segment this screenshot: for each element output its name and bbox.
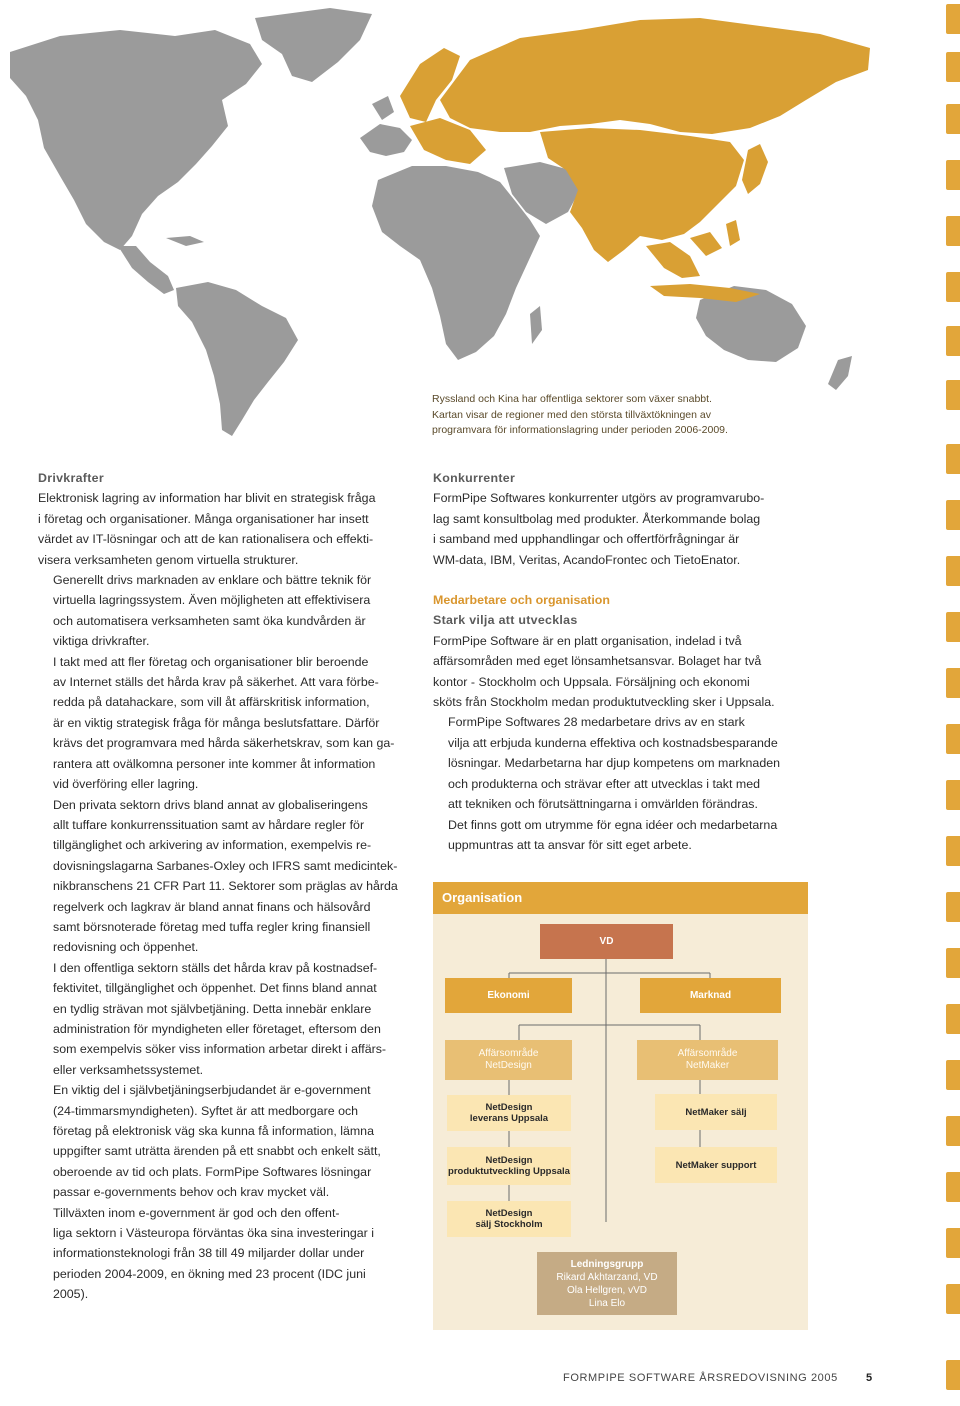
org-box-label: sälj Stockholm [475,1219,543,1230]
competitors-text [433,488,793,570]
org-box-area-netdesign [445,1040,572,1080]
edge-tab [946,326,960,356]
text-line: lösningar. Medarbetarna har djup kompetens om marknaden [448,756,780,771]
text-line: Elektronisk lagring av information har blivit en strategisk fråga [38,491,376,506]
edge-tab [946,724,960,754]
body-paragraph [38,795,398,958]
edge-tabs [946,0,960,1406]
text-line: värdet av IT-lösningar och att de kan rationalisera och effekti- [38,532,374,547]
text-line: krävs det programvara med hårda säkerhetskrav, som kan ga- [53,736,395,751]
org-box-netmaker-support [655,1147,777,1183]
text-line: FormPipe Softwares 28 medarbetare drivs av en stark [448,715,745,730]
section-heading-drivkrafter: Drivkrafter [38,471,104,485]
section-heading-medarbetare: Medarbetare och organisation [433,593,610,608]
body-paragraph [38,958,392,1080]
text-line: WM-data, IBM, Veritas, AcandoFrontec och TietoEnator. [433,552,741,567]
section-subheading: Stark vilja att utvecklas [433,613,578,628]
org-box-netdesign-produktutveckling [447,1147,571,1185]
edge-tab [946,444,960,474]
page-number: 5 [866,1372,873,1384]
edge-tab [946,948,960,978]
text-line: av Internet ställs det hårda krav på säkerhet. Att vara förbe- [53,675,379,690]
org-box-marknad [640,978,781,1013]
body-paragraph [38,1203,392,1305]
south-america-shape [176,282,298,436]
text-line: I den offentliga sektorn ställs det hårda krav på kostnadsef- [53,960,378,975]
text-line: allt tuffare konkurrenssituation samt av hårdare regler för [53,817,365,832]
text-line: uppmuntras att ta ansvar för sitt eget arbete. [448,837,692,852]
text-line: en tydlig strävan mot självbetjäning. Detta innebär enklare [53,1001,372,1016]
edge-tab [946,380,960,410]
text-line: sköts från Stockholm medan produktutveckling sker i Uppsala. [433,695,775,710]
text-line: affärsområden med eget lönsamhetsansvar. Bolaget har två [433,654,762,669]
greenland-shape [255,8,372,82]
org-box-label: VD [599,936,614,947]
caption-line: programvara för informationslagring under perioden 2006-2009. [432,424,728,436]
org-box-netmaker-salj [655,1094,777,1130]
text-line: som exempelvis söker viss information arbetar direkt i affärs- [53,1042,387,1057]
edge-tab [946,1360,960,1390]
text-line: i samband med upphandlingar och offertförfrågningar är [433,532,740,547]
text-line: lag samt konsultbolag med produkter. Återkommande bolag [433,511,761,526]
text-line: administration för myndigheten eller företaget, eftersom den [53,1021,381,1036]
org-box-label: NetMaker sälj [685,1106,747,1118]
text-line: tillgänglighet och arkivering av information, exempelvis re- [53,838,372,853]
org-box-label: NetDesign [485,1155,533,1166]
north-america-shape [10,30,262,250]
org-box-area-netmaker [637,1040,778,1080]
text-line: regelverk och lagkrav är bland annat finans och hälsovård [53,899,371,914]
text-line: vilja att erbjuda kunderna effektiva och kostnadsbesparande [448,735,778,750]
edge-tab [946,1116,960,1146]
text-line: att tekniken och förutsättningarna i omvärlden förändras. [448,797,758,812]
text-line: (24-timmarsmyndigheten). Syftet är att medborgare och [53,1103,359,1118]
central-america-shape [118,246,174,294]
org-box-label: NetDesign [485,1060,532,1071]
org-box-vd [540,924,673,959]
text-line: FormPipe Software är en platt organisation, indelad i två [433,633,742,648]
org-box-label: Affärsområde [478,1048,539,1059]
text-line: eller verksamhetssystemet. [53,1062,204,1077]
edge-tab [946,892,960,922]
text-line: Tillväxten inom e-government är god och den offent- [53,1205,340,1220]
japan-shape [742,144,768,194]
edge-tab [946,1004,960,1034]
text-line: i företag och organisationer. Många organisationer har insett [38,511,369,526]
text-line: rantera att ovälkomna personer inte kommer åt information [53,756,376,771]
text-line: liga sektorn i Västeuropa förväntas öka sina investeringar i [53,1226,374,1241]
edge-tab [946,4,960,34]
text-line: samt börsnoterade företag med tuffa regler kring finansiell [53,919,371,934]
edge-tab [946,668,960,698]
org-box-label: NetMaker [685,1060,730,1071]
section-heading-konkurrenter: Konkurrenter [433,471,516,485]
text-line: Generellt drivs marknaden av enklare och bättre teknik för [53,573,372,588]
footer-title: FORMPIPE SOFTWARE ÅRSREDOVISNING 2005 [563,1372,838,1384]
text-line: virtuella lagringssystem. Även möjligheten att effektivisera [53,593,371,608]
edge-tab [946,216,960,246]
text-line: 2005). [53,1287,89,1302]
body-paragraph [38,488,392,570]
text-line: och automatisera verksamheten samt öka kundvården är [53,613,366,628]
edge-tab [946,52,960,82]
text-line: kontor - Stockholm och Uppsala. Försäljning och ekonomi [433,674,750,689]
org-box-label: Lina Elo [588,1297,626,1309]
edge-tab [946,1060,960,1090]
org-box-label: Rikard Akhtarzand, VD [556,1271,658,1283]
text-line: Det finns gott om utrymme för egna idéer och medarbetarna [448,817,778,832]
text-line: dovisningslagarna Sarbanes-Oxley och IFRS samt medicintek- [53,858,398,873]
org-box-ekonomi [445,978,572,1013]
edge-tab [946,836,960,866]
text-line: perioden 2004-2009, en ökning med 23 procent (IDC juni [53,1266,366,1281]
edge-tab [946,104,960,134]
edge-tab [946,272,960,302]
org-box-label: leverans Uppsala [469,1113,549,1124]
body-paragraph [38,652,395,795]
body-paragraph [433,631,793,713]
text-line: uppgifter samt uträtta ärenden på ett snabbt och enkelt sätt, [53,1144,381,1159]
body-paragraph [38,570,392,652]
org-box-label: Ekonomi [487,990,530,1001]
org-chart [433,882,808,1330]
edge-tab [946,612,960,642]
text-line: fektivitet, tillgänglighet och öppenhet. Det finns bland annat [53,981,377,996]
map-caption [432,392,772,439]
text-line: Den privata sektorn drivs bland annat av globaliseringens [53,797,368,812]
org-box-label: NetMaker support [675,1159,757,1171]
text-line: och produkterna och strävar efter att utvecklas i takt med [448,776,760,791]
left-column [38,468,398,1305]
org-box-label: NetDesign [485,1102,533,1113]
caption-line: Kartan visar de regioner med den största tillväxtökningen av [432,408,711,421]
text-line: nikbranschens 21 CFR Part 11. Sektorer som präglas av hårda [53,879,398,894]
text-line: är en viktig strategisk fråga för många beslutsfattare. Därför [53,715,380,730]
text-line: passar e-governments behov och krav mycket väl. [53,1185,330,1200]
text-line: redda på datahackare, som vill åt affärskritisk information, [53,695,370,710]
staff-paragraphs [433,631,793,855]
edge-tab [946,160,960,190]
text-line: FormPipe Softwares konkurrenter utgörs av programvarubo- [433,491,765,506]
body-paragraph [433,712,793,855]
russia-shape [440,18,870,134]
org-chart-title: Organisation [433,882,808,914]
edge-tab [946,1172,960,1202]
southeast-asia-shape [646,242,700,278]
text-line: oberoende av tid och plats. FormPipe Softwares lösningar [53,1164,372,1179]
org-box-label: Marknad [689,990,732,1001]
org-box-label: NetDesign [485,1208,533,1219]
org-box-label: Affärsområde [677,1048,738,1059]
right-column [433,468,793,855]
left-paragraphs [38,488,398,1304]
org-box-netdesign-salj [447,1201,571,1237]
org-box-label: Ola Hellgren, vVD [566,1284,647,1296]
edge-tab [946,1284,960,1314]
text-line: företag på elektronisk väg ska kunna få information, lämna [53,1124,374,1138]
text-line: redovisning och öppenhet. [53,940,199,955]
org-box-ledningsgrupp [537,1252,677,1315]
edge-tab [946,500,960,530]
text-line: informationsteknologi från 38 till 49 miljarder dollar under [53,1246,365,1261]
caption-line: Ryssland och Kina har offentliga sektorer som växer snabbt. [432,393,712,405]
org-box-label: Ledningsgrupp [570,1258,644,1270]
world-map [0,0,880,440]
org-box-label: produktutveckling Uppsala [448,1166,570,1177]
edge-tab [946,1228,960,1258]
text-line: I takt med att fler företag och organisationer blir beroende [53,654,369,669]
text-line: viktiga drivkrafter. [53,634,150,649]
western-europe-shape [360,124,412,156]
text-line: vid överföring eller lagring. [53,777,199,792]
text-line: En viktig del i självbetjäningserbjudandet är e-government [53,1083,371,1098]
text-line: visera verksamheten genom virtuella strukturer. [38,552,299,567]
body-paragraph [38,1080,392,1202]
edge-tab [946,556,960,586]
edge-tab [946,780,960,810]
org-box-netdesign-leverans [447,1095,571,1131]
